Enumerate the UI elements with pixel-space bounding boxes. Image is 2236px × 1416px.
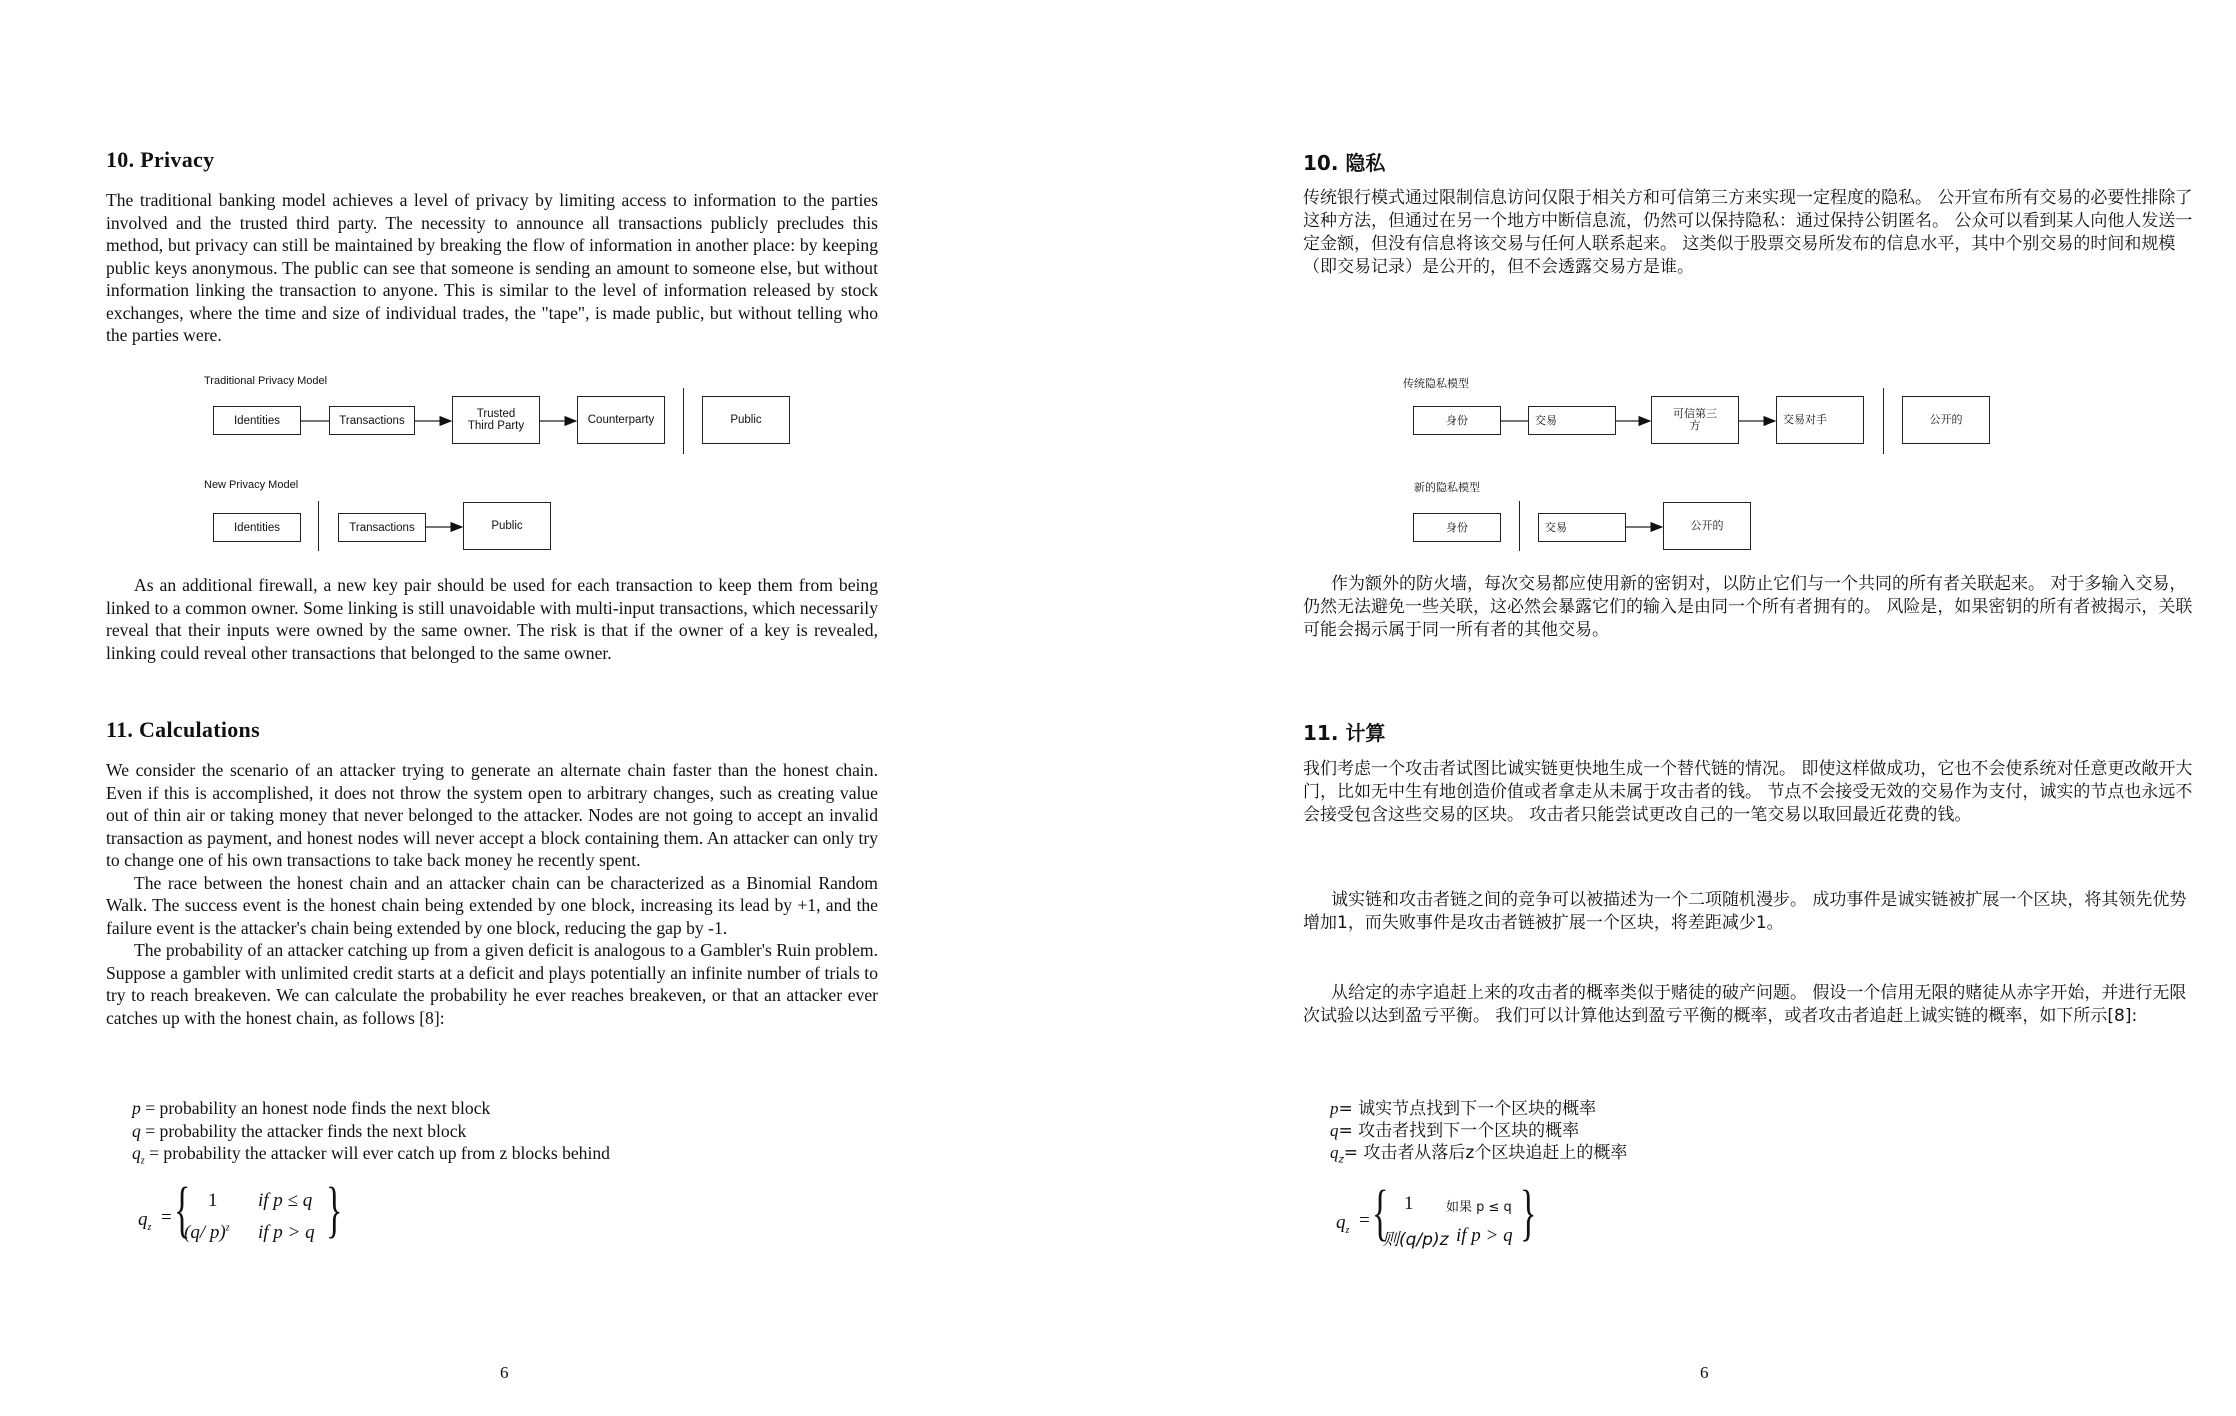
catch-up-formula (138, 1176, 358, 1255)
box-trusted-third-party: 可信第三方 (1651, 396, 1739, 444)
paragraph-text: The race between the honest chain and an attacker chain can be characterized as a Binomial Random Walk. The success event is the honest chain being extended by one block, increasing its lead by +1, and the failure event is the attacker's chain being extended by one block, reducing the gap by -1. (106, 872, 878, 938)
definition-qz: $q_z=$ 攻击者从落后z个区块追赶上的概率 (1330, 1143, 1628, 1166)
formula-equals: = (161, 1207, 172, 1228)
privacy-model-diagram (1118, 0, 2236, 600)
box-identities-new: 身份 (1413, 513, 1501, 542)
box-transactions-new: Transactions (338, 513, 426, 542)
box-transactions-new: 交易 (1538, 513, 1626, 542)
formula-row1-condition: 如果 p ≤ q (1446, 1200, 1512, 1215)
formula-right-brace: } (1520, 1179, 1537, 1247)
box-counterparty: Counterparty (577, 396, 665, 444)
diagram-title-traditional: 传统隐私模型 (1403, 377, 1469, 390)
privacy-model-diagram (0, 0, 1118, 600)
paragraph-text: The probability of an attacker catching up from a given deficit is analogous to a Gambler's Ruin problem. Suppose a gambler with unlimited credit starts at a deficit and plays potentially an infinite number of trials to try to reach breakeven. We can calculate the probability he ever reaches breakeven, or that an attacker ever catches up with the honest chain, as follows [8]: (106, 940, 878, 1028)
formula-equals: = (1359, 1210, 1370, 1231)
calculations-paragraph-3 (1303, 982, 2203, 1028)
page-number: 6 (1700, 1363, 1709, 1382)
chinese-page (1118, 0, 2236, 1416)
box-transactions: 交易 (1528, 406, 1616, 435)
box-identities: Identities (213, 406, 301, 435)
box-public-new: Public (463, 502, 551, 550)
formula-left-brace: { (174, 1176, 191, 1244)
variable-definitions (1330, 1098, 1627, 1171)
definition-qz: $q_z$ = probability the attacker will ever catch up from z blocks behind (132, 1143, 610, 1167)
formula-row1-value: 1 (208, 1190, 218, 1211)
box-counterparty: 交易对手 (1776, 396, 1864, 444)
section-10-heading: 10. 隐私 (1303, 151, 1386, 175)
paragraph-text: 诚实链和攻击者链之间的竞争可以被描述为一个二项随机漫步。 成功事件是诚实链被扩展一个区块，将其领先优势增加1，而失败事件是攻击者链被扩展一个区块，将差距减少1。 (1303, 890, 2187, 933)
diagram-title-traditional: Traditional Privacy Model (204, 375, 328, 387)
catch-up-formula (1336, 1179, 1556, 1258)
definition-q: q= 攻击者找到下一个区块的概率 (1330, 1121, 1580, 1141)
box-trusted-third-party: Trusted Third Party (452, 396, 540, 444)
calculations-body (106, 759, 878, 1029)
formula-row2-value: (q/ p)$^z$ (184, 1222, 230, 1243)
page-number: 6 (500, 1363, 509, 1382)
diagram-connectors (1118, 0, 2236, 600)
paragraph-text: 作为额外的防火墙，每次交易都应使用新的密钥对，以防止它们与一个共同的所有者关联起来。 对于多输入交易，仍然无法避免一些关联，这必然会暴露它们的输入是由同一个所有者拥有的。 风险是，如果密钥的所有者被揭示，关联可能会揭示属于同一所有者的其他交易。 (1303, 574, 2193, 640)
box-public-new: 公开的 (1663, 502, 1751, 550)
paragraph-text: 从给定的赤字追赶上来的攻击者的概率类似于赌徒的破产问题。 假设一个信用无限的赌徒从赤字开始，并进行无限次试验以达到盈亏平衡。 我们可以计算他达到盈亏平衡的概率，或者攻击者追赶上诚实链的概率，如下所示[8]: (1303, 983, 2187, 1026)
formula-row1-condition: if p ≤ q (258, 1190, 313, 1211)
diagram-title-new: 新的隐私模型 (1414, 481, 1480, 494)
paragraph-text: 传统银行模式通过限制信息访问仅限于相关方和可信第三方来实现一定程度的隐私。 公开宣布所有交易的必要性排除了这种方法，但通过在另一个地方中断信息流，仍然可以保持隐私：通过保持公钥匿名。 公众可以看到某人向他人发送一定金额，但没有信息将该交易与任何人联系起来。 这类似于股票交易所发布的信息水平，其中个别交易的时间和规模（即交易记录）是公开的，但不会透露交易方是谁。 (1303, 188, 2193, 277)
definition-p: p= 诚实节点找到下一个区块的概率 (1330, 1099, 1597, 1119)
definition-p: p = probability an honest node finds the next block (132, 1098, 491, 1118)
box-identities: 身份 (1413, 406, 1501, 435)
paragraph-text: As an additional firewall, a new key pair should be used for each transaction to keep them from being linked to a common owner. Some linking is still unavoidable with multi-input transactions, which necessarily reveal that their inputs were owned by the same owner. The risk is that if the owner of a key is revealed, linking could reveal other transactions that belonged to the same owner. (106, 575, 878, 663)
formula-row2-condition: if p > q (258, 1222, 315, 1243)
paragraph-text: The traditional banking model achieves a level of privacy by limiting access to information to the parties involved and the trusted third party. The necessity to announce all transactions publicly precludes this method, but privacy can still be maintained by breaking the flow of information in another place: by keeping public keys anonymous. The public can see that someone is sending an amount to someone else, but without information linking the transaction to anyone. This is similar to the level of information released by stock exchanges, where the time and size of individual trades, the "tape", is made public, but without telling who the parties were. (106, 190, 878, 345)
definition-q: q = probability the attacker finds the next block (132, 1120, 467, 1141)
formula-row1-value: 1 (1404, 1193, 1414, 1214)
box-public: Public (702, 396, 790, 444)
section-11-heading: 11. 计算 (1303, 721, 1386, 745)
privacy-paragraph-2 (1303, 573, 2203, 642)
privacy-paragraph-2 (106, 574, 878, 664)
formula-row2-condition: if p > q (1456, 1225, 1513, 1246)
calculations-paragraph-2 (1303, 889, 2203, 935)
section-11-heading: 11. Calculations (106, 717, 260, 742)
formula-right-brace: } (326, 1176, 343, 1244)
paragraph-text: We consider the scenario of an attacker trying to generate an alternate chain faster than the honest chain. Even if this is accomplished, it does not throw the system open to arbitrary changes, such as creating value out of thin air or taking money that never belonged to the attacker. Nodes are not going to accept an invalid transaction as payment, and honest nodes will never accept a block containing them. An attacker can only try to change one of his own transactions to take back money he recently spent. (106, 760, 878, 870)
diagram-connectors (0, 0, 1118, 600)
calculations-paragraph-1 (1303, 758, 2203, 827)
section-10-heading: 10. Privacy (106, 147, 215, 172)
box-identities-new: Identities (213, 513, 301, 542)
formula-lhs: $q_z$ (138, 1209, 152, 1233)
paragraph-text: 我们考虑一个攻击者试图比诚实链更快地生成一个替代链的情况。 即使这样做成功，它也不会使系统对任意更改敞开大门，比如无中生有地创造价值或者拿走从未属于攻击者的钱。 节点不会接受无效的交易作为支付，诚实的节点也永远不会接受包含这些交易的区块。 攻击者只能尝试更改自己的一笔交易以取回最近花费的钱。 (1303, 759, 2193, 825)
formula-left-brace: { (1372, 1179, 1389, 1247)
variable-definitions (132, 1097, 610, 1173)
formula-lhs: $q_z$ (1336, 1212, 1350, 1236)
box-public: 公开的 (1902, 396, 1990, 444)
formula-row2-value: 则(q/p)z (1382, 1230, 1449, 1250)
diagram-title-new: New Privacy Model (204, 479, 299, 491)
box-transactions: Transactions (329, 406, 415, 435)
